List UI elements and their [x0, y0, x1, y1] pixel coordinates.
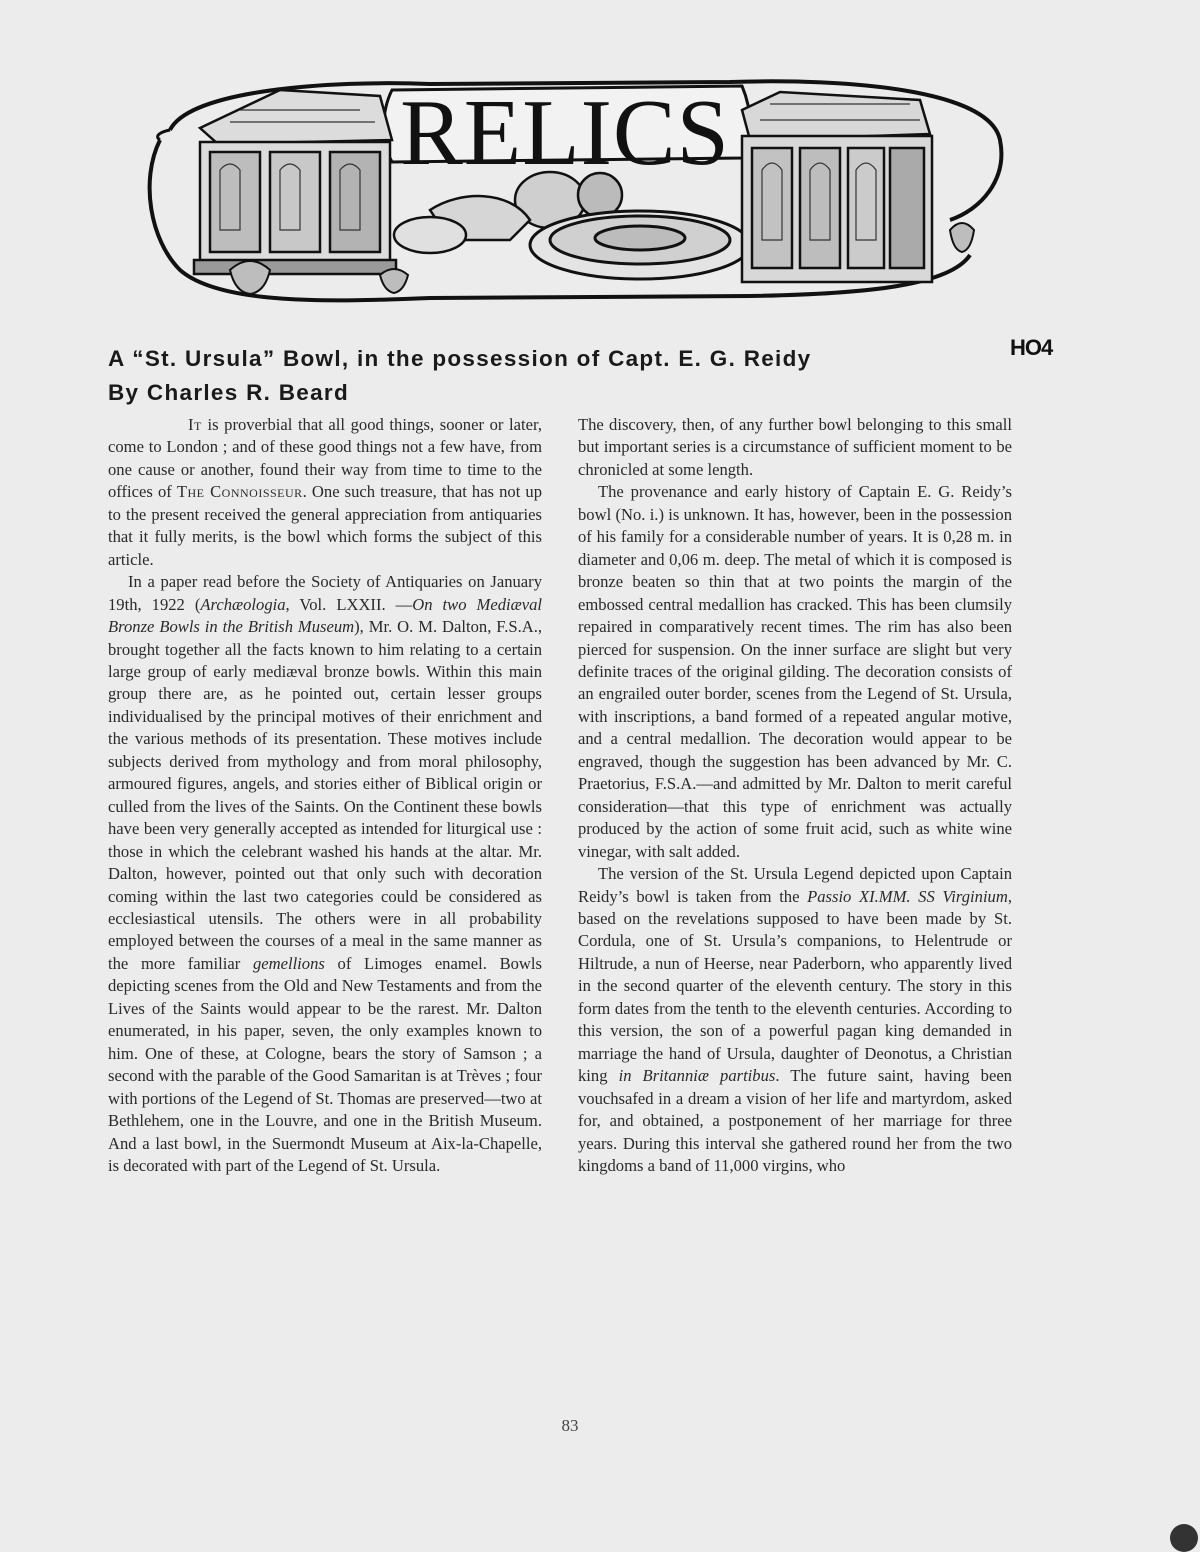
paragraph-text: , based on the revelations supposed to have been made by St. Cordula, one of St. Ursula’s companions, to Helentrude or Hiltrude, a nun of Heerse, near Paderborn, who apparently lived in the second quarter of the eleventh century. The story in this form dates from the tenth to the eleventh centuries. According to this version, the son of a powerful pagan king demanded in marriage the hand of Ursula, daughter of Deonotus, a Christian king [578, 886, 1012, 1086]
passio-title: Passio XI.MM. SS Virginium [807, 886, 1008, 906]
paragraph [108, 571, 542, 1177]
left-column [108, 414, 542, 1177]
paragraph-text: is proverbial that all good things, sooner or later, come to London ; and of these good things not a few have, from one cause or another, found their way from time to time to the offices of [108, 415, 542, 502]
journal-title: Archæologia [200, 594, 286, 614]
latin-phrase: in Britanniæ partibus [618, 1066, 776, 1086]
paragraph-text: . One such treasure, that has not up to the present received the general appreciation from antiquaries that it fully merits, is the bowl which forms the subject of this article. [108, 482, 542, 569]
right-column [578, 414, 1012, 1177]
paragraph-text: The version of the St. Ursula Legend depicted upon Captain Reidy’s bowl is taken from the [578, 864, 1012, 906]
banner-word: RELICS [400, 81, 730, 185]
lead-word: It [188, 415, 202, 434]
paragraph: The provenance and early history of Captain E. G. Reidy’s bowl (No. i.) is unknown. It has, however, been in the possession of his family for a considerable number of years. It is 0,28 m. in diameter and 0,06 m. deep. The metal of which it is composed is bronze beaten so thin that at two points the margin of the embossed central medallion has cracked. This has been clumsily repaired in comparatively recent times. The rim has also been pierced for suspension. On the inner surface are slight but very definite traces of the original gilding. The decoration consists of an engrailed outer border, scenes from the Legend of St. Ursula, with inscriptions, a band formed of a repeated angular motive, and a central medallion. The decoration would appear to be engraved, though the suggestion has been advanced by Mr. C. Praetorius, F.S.A.—and admitted by Mr. Dalton to merit careful consideration—that this type of enrichment was actually produced by the action of some fruit acid, such as white wine vinegar, with salt added. [578, 482, 1012, 861]
paragraph-text: ), Mr. O. M. Dalton, F.S.A., brought together all the facts known to him relating to a certain large group of early mediæval bronze bowls. Within this main group there are, as he pointed out, certain lesser groups individualised by the principal motives of their enrichment and the various methods of its presentation. These motives include subjects derived from mythology and from moral philosophy, armoured figures, angels, and stories either of Biblical origin or culled from the lives of the Saints. On the Continent these bowls have been very generally accepted as intended for liturgical use : those in which the celebrant washed his hands at the altar. Mr. Dalton, however, pointed out that only such with decoration coming within the last two categories could be considered as ecclesiastical utensils. The others were in all probability employed between the courses of a meal in the same manner as the more familiar [108, 617, 542, 973]
paragraph [108, 414, 542, 571]
paragraph: The discovery, then, of any further bowl belonging to this small but important series is a circumstance of sufficient moment to be chronicled at some length. [578, 415, 1012, 479]
term-gemellions: gemellions [252, 953, 325, 973]
magazine-name: The Connoisseur [176, 482, 303, 502]
article-title: A “St. Ursula” Bowl, in the possession of Capt. E. G. Reidy [108, 346, 812, 371]
artist-monogram: HO4 [1010, 335, 1053, 360]
scan-mark [1170, 1524, 1198, 1552]
page-number: 83 [561, 1416, 579, 1435]
paragraph-text: , Vol. LXXII. — [285, 594, 413, 614]
paragraph-text: of Limoges enamel. Bowls depicting scenes from the Old and New Testaments and from the Lives of the Saints would appear to be the rarest. Mr. Dalton enumerated, in his paper, seven, the only examples known to him. One of these, at Cologne, bears the story of Samson ; a second with the parable of the Good Samaritan is at Trèves ; four with portions of the Legend of St. Thomas are preserved—two at Bethlehem, one in the Louvre, and one in the British Museum. And a last bowl, in the Suermondt Museum at Aix-la-Chapelle, is decorated with part of the Legend of St. Ursula. [108, 953, 542, 1175]
paragraph-text: In a paper read before the Society of Antiquaries on January 19th, 1922 ( [108, 572, 542, 614]
paragraph [578, 863, 1012, 1177]
paper-title: On two Mediæval Bronze Bowls in the British Museum [108, 594, 542, 637]
paragraph-text: . The future saint, having been vouchsafed in a dream a vision of her life and martyrdom, asked for, and obtained, a postponement of her marriage for three years. During this interval she gathered round her from the two kingdoms a band of 11,000 virgins, who [578, 1066, 1012, 1175]
article-byline: By Charles R. Beard [108, 380, 350, 405]
